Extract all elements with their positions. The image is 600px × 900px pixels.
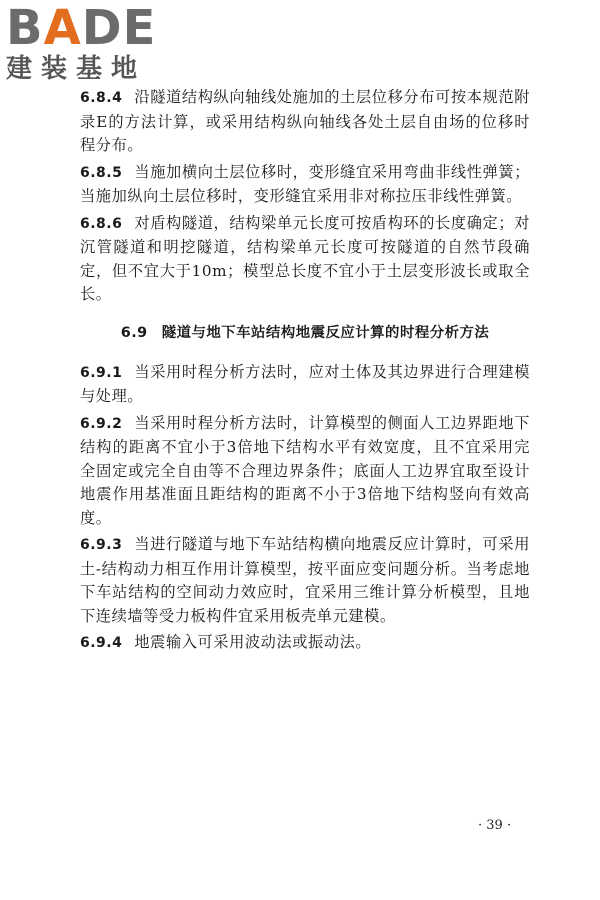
- bade-logo: [6, 0, 176, 84]
- clause-text: 当进行隧道与地下车站结构横向地震反应计算时，可采用土-结构动力相互作用计算模型，按平面应变问题分析。当考虑地下车站结构的空间动力效应时，宜采用三维计算分析模型，且地下连续墙等受力板构件宜采用板壳单元建模。: [80, 535, 530, 625]
- clause-6-9-4: [80, 631, 530, 656]
- section-number: 6.9: [120, 324, 148, 341]
- clause-text: 沿隧道结构纵向轴线处施加的土层位移分布可按本规范附录E的方法计算，或采用结构纵向轴线各处土层自由场的位移时程分布。: [80, 88, 530, 154]
- clause-number: 6.9.4: [80, 635, 123, 651]
- page-number: · 39 ·: [478, 818, 512, 833]
- clause-text: 当施加横向土层位移时，变形缝宜采用弯曲非线性弹簧；当施加纵向土层位移时，变形缝宜采用非对称拉压非线性弹簧。: [80, 162, 530, 205]
- clause-text: 当采用时程分析方法时，应对土体及其边界进行合理建模与处理。: [80, 362, 530, 405]
- clause-text: 当采用时程分析方法时，计算模型的侧面人工边界距地下结构的距离不宜小于3倍地下结构水平有效宽度，且不宜采用完全固定或完全自由等不合理边界条件；底面人工边界宜取至设计地震作用基准面且距结构的距离不小于3倍地下结构竖向有效高度。: [80, 413, 530, 527]
- section-title: 隧道与地下车站结构地震反应计算的时程分析方法: [161, 324, 490, 341]
- logo-wordmark: [6, 0, 176, 56]
- clause-number: 6.8.4: [80, 90, 123, 106]
- clause-6-8-6: [80, 212, 530, 307]
- clause-6-8-4: [80, 86, 530, 158]
- clause-number: 6.8.5: [80, 164, 123, 181]
- section-heading-6-9: [80, 321, 530, 345]
- clause-number: 6.8.6: [80, 215, 123, 232]
- logo-subtitle: 建装基地: [6, 54, 147, 84]
- clause-number: 6.9.2: [80, 415, 123, 432]
- clause-text: 地震输入可采用波动法或振动法。: [134, 633, 372, 651]
- clause-6-9-2: [80, 412, 530, 531]
- clause-number: 6.9.1: [80, 364, 123, 381]
- clause-6-8-5: [80, 161, 530, 209]
- clause-number: 6.9.3: [80, 537, 123, 553]
- clause-text: 对盾构隧道，结构梁单元长度可按盾构环的长度确定；对沉管隧道和明挖隧道，结构梁单元长度可按隧道的自然节段确定，但不宜大于10m；模型总长度不宜小于土层变形波长或取全长。: [80, 213, 530, 303]
- clause-6-9-3: [80, 533, 530, 628]
- document-body: [80, 86, 530, 659]
- clause-6-9-1: [80, 361, 530, 409]
- logo-letters: BADE: [6, 0, 157, 56]
